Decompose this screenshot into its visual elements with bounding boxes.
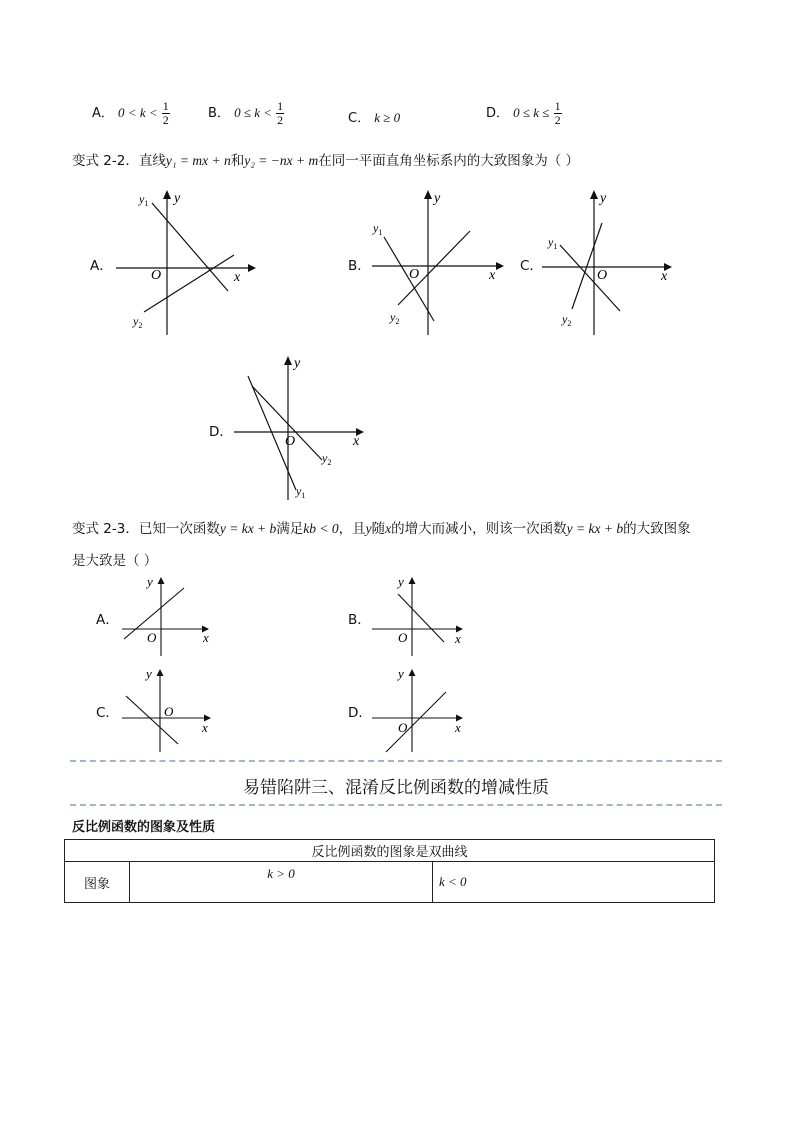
graph-b-label: B．	[348, 612, 371, 628]
x-axis-label: x	[234, 270, 241, 285]
table-header-cell: 反比例函数的图象是双曲线	[65, 840, 715, 862]
line-y2	[572, 223, 602, 309]
question-2-3-line2: 是大致是（ ）	[72, 553, 158, 569]
subheading: 反比例函数的图象及性质	[72, 820, 216, 835]
y-axis-arrow	[157, 669, 164, 676]
x-axis-label: x	[203, 630, 209, 645]
y-axis-label: y	[147, 574, 153, 589]
y2-label: $y_2$	[133, 314, 143, 330]
line-y1	[560, 245, 620, 311]
y-axis-label: y	[398, 666, 404, 681]
y-axis-label: y	[174, 191, 181, 206]
graph-2-3-a	[118, 572, 218, 660]
y2-label: $y_2$	[322, 451, 332, 467]
y1-label: $y_1$	[296, 484, 306, 500]
option-c	[348, 107, 400, 126]
graph-c-label: C．	[96, 705, 119, 721]
equation-linear: y = kx + b	[219, 521, 277, 536]
origin-label: O	[147, 630, 157, 645]
y-axis-label: y	[294, 356, 301, 371]
condition-kb: kb < 0	[303, 521, 339, 536]
y2-label: $y_2$	[390, 310, 400, 326]
x-axis-label: x	[489, 268, 496, 283]
graph-2-2-b	[366, 185, 516, 340]
y-axis-arrow	[158, 577, 165, 584]
table-header-row	[65, 840, 715, 862]
y-axis-label: y	[600, 191, 607, 206]
section-divider-top	[70, 760, 722, 762]
option-expression: 0 ≤ k ≤	[513, 105, 550, 120]
table-row	[65, 862, 715, 903]
line-y1	[248, 376, 296, 490]
y-axis-arrow	[409, 577, 416, 584]
option-letter: A．	[92, 106, 114, 121]
row-label-cell: 图象	[65, 862, 130, 903]
k-positive-cell	[130, 862, 433, 903]
line-y2	[144, 255, 234, 312]
graph-2-3-c	[118, 664, 218, 754]
option-expression: 0 < k <	[118, 105, 158, 120]
fraction-one-half: $\frac{1}{2}$	[277, 99, 284, 127]
k-negative-cell	[433, 862, 715, 903]
y1-label: $y_1$	[373, 221, 383, 237]
question-2-3: 变式 2-3．已知一次函数y = kx + b满足kb < 0，且y随x的增大而减小，则该一次函数y = kx + b的大致图象	[72, 521, 691, 537]
y-axis-label: y	[398, 574, 404, 589]
y-axis-label: y	[146, 666, 152, 681]
x-axis-label: x	[353, 434, 360, 449]
y2-label: $y_2$	[562, 312, 572, 328]
option-letter: B．	[208, 106, 230, 121]
equation-y1: y₁ = mx + n	[165, 153, 231, 168]
graph-a-label: A．	[90, 258, 113, 274]
origin-label: O	[597, 268, 608, 283]
graph-2-2-d	[230, 352, 380, 507]
origin-label: O	[164, 704, 174, 719]
origin-label: O	[151, 268, 162, 283]
fraction-one-half: $\frac{1}{2}$	[554, 99, 561, 127]
graph-c-label: C．	[520, 258, 543, 274]
graph-d-label: D．	[348, 705, 372, 721]
graph-2-3-d	[368, 664, 468, 754]
origin-label: O	[285, 434, 296, 449]
option-expression: 0 ≤ k <	[234, 105, 272, 120]
y-axis-arrow	[424, 190, 432, 199]
section-title: 易错陷阱三、混淆反比例函数的增减性质	[243, 778, 549, 798]
x-axis-label: x	[202, 720, 208, 735]
origin-label: O	[398, 720, 408, 735]
x-axis-label: x	[455, 720, 461, 735]
y-axis-label: y	[434, 191, 441, 206]
y1-label: $y_1$	[139, 192, 149, 208]
graph-b-label: B．	[348, 258, 371, 274]
option-letter: D．	[486, 106, 510, 121]
y-axis-arrow	[409, 669, 416, 676]
graph-2-2-a	[110, 185, 260, 340]
x-axis-label: x	[455, 631, 461, 646]
option-d	[486, 100, 562, 127]
origin-label: O	[398, 630, 408, 645]
y-axis-arrow	[163, 190, 171, 199]
x-axis-label: x	[661, 269, 668, 284]
y-axis-arrow	[284, 356, 292, 365]
graph-a-label: A．	[96, 612, 119, 628]
option-expression: k ≥ 0	[374, 110, 401, 125]
k-positive-label: k > 0	[267, 866, 295, 881]
line-y1	[152, 203, 228, 291]
section-divider-bottom	[70, 804, 722, 806]
equation-y2: y₂ = −nx + m	[244, 153, 319, 168]
x-axis-arrow	[248, 264, 256, 272]
y1-label: $y_1$	[548, 235, 558, 251]
graph-2-3-b	[368, 572, 468, 660]
function-line	[386, 692, 446, 752]
fraction-one-half: $\frac{1}{2}$	[162, 99, 169, 127]
option-letter: C．	[348, 111, 371, 126]
graph-d-label: D．	[209, 424, 233, 440]
option-a	[92, 100, 170, 127]
question-2-2: 变式 2-2．直线y₁ = mx + n和y₂ = −nx + m在同一平面直角坐标系内的大致图象为（ ）	[72, 153, 580, 169]
x-axis-arrow	[496, 262, 504, 270]
k-negative-label: k < 0	[439, 874, 467, 889]
option-b	[208, 100, 284, 127]
origin-label: O	[409, 267, 420, 282]
graph-2-2-c	[536, 185, 686, 340]
properties-table	[64, 839, 715, 903]
y-axis-arrow	[590, 190, 598, 199]
